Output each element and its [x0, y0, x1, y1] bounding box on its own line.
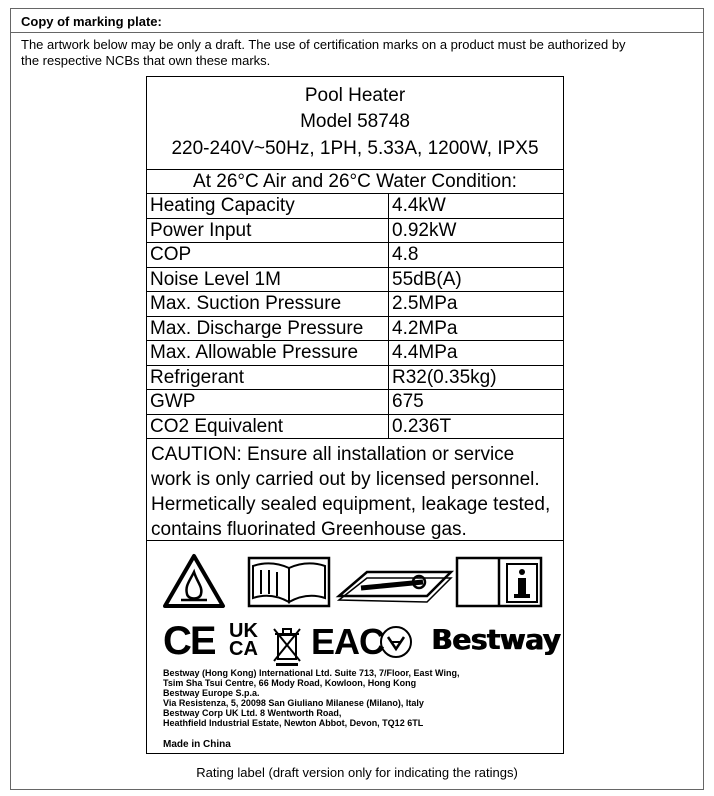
rating-plate [146, 76, 564, 754]
read-manual-icon [249, 558, 329, 606]
spec-row [147, 292, 563, 317]
intro-text [21, 37, 697, 69]
caution-text [147, 439, 563, 541]
address-line: Bestway (Hong Kong) International Ltd. Suite 713, 7/Floor, East Wing, [163, 668, 460, 678]
safety-symbols [161, 552, 561, 610]
weee-bin-icon [271, 625, 303, 667]
spec-label: Max. Discharge Pressure [150, 317, 364, 339]
model-number: Model 58748 [300, 111, 410, 132]
header-title: Copy of marking plate: [21, 14, 162, 29]
spec-label: Max. Suction Pressure [150, 293, 342, 314]
ukca-top: UK [229, 620, 258, 642]
intro-line-2: the respective NCBs that own these marks. [21, 53, 271, 68]
eac-mark: EAC [311, 621, 385, 662]
ukca-mark [229, 622, 263, 658]
address-line: Bestway Europe S.p.a. [163, 688, 260, 698]
spec-label: COP [150, 244, 192, 265]
spec-row [147, 390, 563, 415]
spec-label: Noise Level 1M [150, 268, 281, 290]
spec-row [147, 243, 563, 268]
spec-row [147, 366, 563, 391]
spec-value: 4.4kW [392, 195, 446, 216]
spec-value: R32(0.35kg) [392, 366, 497, 388]
service-manual-icon [339, 572, 451, 602]
certification-circle-icon [379, 625, 413, 659]
spec-row [147, 268, 563, 293]
spec-row [147, 219, 563, 244]
spec-label: CO2 Equivalent [150, 415, 284, 437]
manufacturer-address [163, 668, 459, 728]
ce-mark: CE [163, 619, 215, 663]
made-in-label: Made in China [163, 739, 231, 750]
address-line: Via Resistenza, 5, 20098 San Giuliano Milanese (Milano), Italy [163, 698, 424, 708]
spec-row [147, 341, 563, 366]
marking-plate-document [10, 8, 704, 790]
ukca-bottom: CA [229, 638, 258, 660]
header-bar [11, 9, 703, 33]
address-line: Heathfield Industrial Estate, Newton Abbot, Devon, TQ12 6TL [163, 718, 424, 728]
spec-value: 4.8 [392, 244, 419, 265]
bestway-logo: Bestway [431, 623, 561, 656]
spec-value: 4.4MPa [392, 342, 458, 363]
spec-label: Heating Capacity [150, 195, 295, 216]
test-condition: At 26°C Air and 26°C Water Condition: [147, 170, 563, 194]
electrical-rating: 220-240V~50Hz, 1PH, 5.33A, 1200W, IPX5 [171, 138, 539, 159]
spec-value: 55dB(A) [392, 268, 462, 290]
spec-value: 0.92kW [392, 219, 457, 241]
figure-caption: Rating label (draft version only for indicating the ratings) [196, 765, 518, 780]
caution-line: Hermetically sealed equipment, leakage tested, [151, 494, 551, 515]
caution-line: work is only carried out by licensed personnel. [151, 469, 540, 490]
spec-label: GWP [150, 391, 196, 412]
flammable-warning-icon [165, 556, 223, 606]
spec-row [147, 194, 563, 219]
spec-row [147, 415, 563, 440]
spec-label: Power Input [150, 219, 252, 241]
spec-value: 4.2MPa [392, 317, 458, 339]
caution-line: CAUTION: Ensure all installation or service [151, 444, 515, 465]
information-icon [457, 558, 541, 606]
spec-value: 0.236T [392, 415, 452, 437]
spec-label: Max. Allowable Pressure [150, 342, 359, 363]
spec-row [147, 317, 563, 342]
address-line: Bestway Corp UK Ltd. 8 Wentworth Road, [163, 708, 342, 718]
spec-label: Refrigerant [150, 366, 244, 388]
address-line: Tsim Sha Tsui Centre, 66 Mody Road, Kowloon, Hong Kong [163, 678, 417, 688]
caution-line: contains fluorinated Greenhouse gas. [151, 519, 467, 540]
plate-header [147, 77, 563, 170]
intro-line-1: The artwork below may be only a draft. The use of certification marks on a product must be authorized by [21, 37, 626, 52]
spec-value: 675 [392, 391, 424, 412]
spec-table [147, 194, 563, 439]
product-name: Pool Heater [304, 85, 406, 106]
spec-value: 2.5MPa [392, 293, 458, 314]
